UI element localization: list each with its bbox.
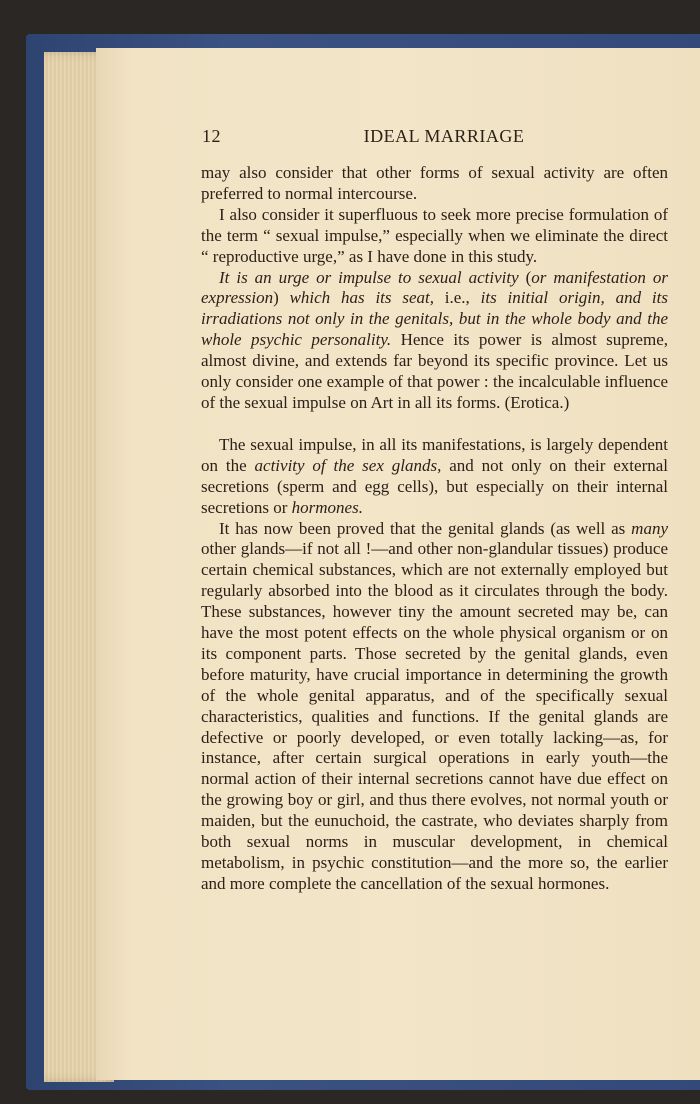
paragraph-4: The sexual impulse, in all its manifestations, is largely dependent on the activity of the sex glands, and not only on their external secretions (sperm and egg cells), but especially on their internal secretions or hormones.: [201, 434, 668, 517]
body-text: [201, 163, 668, 895]
paragraph-5: It has now been proved that the genital glands (as well as many other glands—if not all !—and other non-glandular tissues) produce certain chemical substances, which are not externally employed but regularly absorbed into the blood as it circulates through the body. These substances, however tiny the amount secreted may be, can have the most potent effects on the whole physical organism or on its component parts. Those secreted by the genital glands, even before maturity, have crucial importance in determining the growth of the whole genital apparatus, and of the specifically sexual characteristics, qualities and functions. If the genital glands are defective or poorly developed, or even totally lacking—as, for instance, after certain surgical operations in early youth—the normal action of their internal secretions cannot have due effect on the growing boy or girl, and thus there evolves, not normal youth or maiden, but the eunuchoid, the castrate, who deviates sharply from both sexual norms in muscular development, in chemical metabolism, in psychic constitution—and the more so, the earlier and more complete the cancellation of the sexual hormones.: [201, 518, 668, 893]
paragraph-1: may also consider that other forms of sexual activity are often preferred to normal intercourse.: [201, 163, 668, 203]
paragraph-3: It is an urge or impulse to sexual activity (or manifestation or expression) which has its seat, i.e., its initial origin, and its irradiations not only in the genitals, but in the whole body and the whole psychic personality. Hence its power is almost supreme, almost divine, and extends far beyond its specific province. Let us only consider one example of that power : the incalculable influence of the sexual impulse on Art in all its forms. (Erotica.): [201, 267, 668, 412]
paragraph-2: I also consider it superfluous to seek more precise formulation of the term “ sexual impulse,” especially when we eliminate the direct “ reproductive urge,” as I have done in this study.: [201, 204, 668, 266]
running-title: IDEAL MARRIAGE: [363, 126, 525, 146]
page-header: [200, 126, 668, 150]
page-number: 12: [202, 126, 221, 146]
